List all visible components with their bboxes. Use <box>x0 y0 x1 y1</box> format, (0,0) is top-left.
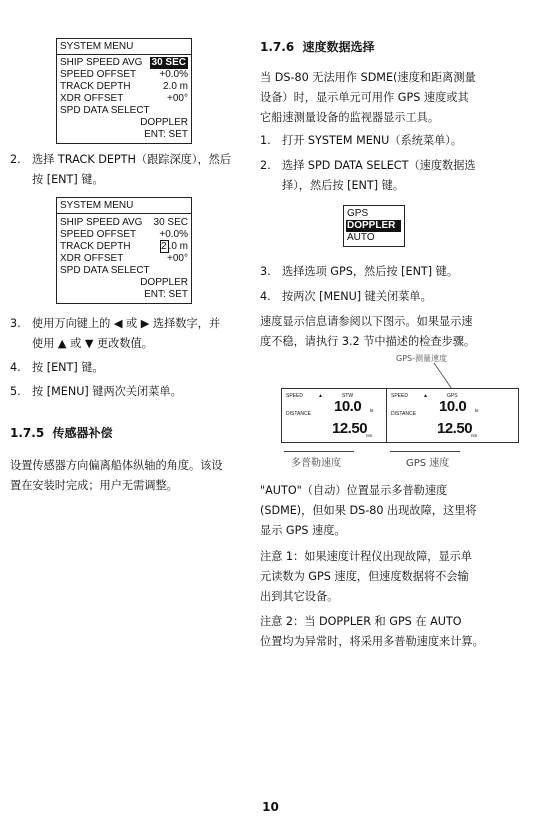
right-step-3: 3. 选择选项 GPS，然后按 [ENT] 键。 <box>260 265 459 278</box>
speed-source-select <box>343 205 405 247</box>
sensor-paragraph: 设置传感器方向偏离船体纵轴的角度。该设 置在安装时完成；用户无需调整。 <box>10 459 223 492</box>
menu-row: SPEED OFFSET +0.0% <box>60 229 188 240</box>
note-1: 注意 1：如果速度计程仪出现故障，显示单 元读数为 GPS 速度，但速度数据将不会输 出到其它设备。 <box>260 550 473 603</box>
menu-row: SPD DATA SELECT <box>60 265 150 276</box>
step-5: 5. 按 [MENU] 键两次关闭菜单。 <box>10 385 182 398</box>
up-triangle-icon: ▲ <box>423 393 428 399</box>
menu-row: TRACK DEPTH 2.0 m <box>60 81 188 92</box>
caption-rule <box>390 451 460 452</box>
menu-row: XDR OFFSET +00° <box>60 253 188 264</box>
menu-row: SPD DATA SELECT <box>60 105 150 116</box>
gps-callout-label: GPS-测量速度 <box>396 354 447 363</box>
doppler-speed-display: SPEED ▲ STW 10.0 kt DISTANCE 12.50 nm <box>281 388 414 443</box>
menu-row: SHIP SPEED AVG 30 SEC <box>60 217 188 228</box>
display-note: 速度显示信息请参阅以下图示。如果显示速 度不稳，请执行 3.2 节中描述的检查步骤。 <box>260 315 476 348</box>
note-2: 注意 2：当 DOPPLER 和 GPS 在 AUTO 位置均为异常时，将采用多普勒速度来计算。 <box>260 615 484 648</box>
step-2: 2. 选择 TRACK DEPTH（跟踪深度），然后 按 [ENT] 键。 <box>10 153 232 186</box>
step-3: 3. 使用万向键上的 ◀ 或 ▶ 选择数字，并 使用 ▲ 或 ▼ 更改数值。 <box>10 317 221 350</box>
page-number: 10 <box>262 800 279 814</box>
option-gps: GPS <box>347 208 369 219</box>
menu-row: TRACK DEPTH 2 .0 m <box>60 241 188 252</box>
up-triangle-icon: ▲ <box>318 393 323 399</box>
gps-caption: GPS 速度 <box>406 458 450 469</box>
section-heading-175: 1.7.5 传感器补偿 <box>10 426 113 440</box>
spd-value: DOPPLER <box>140 117 188 128</box>
right-step-1: 1. 打开 SYSTEM MENU（系统菜单）。 <box>260 134 463 147</box>
spd-value: DOPPLER <box>140 277 188 288</box>
ent-hint: ENT: SET <box>144 129 188 140</box>
menu-title: SYSTEM MENU <box>57 198 191 214</box>
section-heading-176: 1.7.6 速度数据选择 <box>260 40 375 54</box>
doppler-caption: 多普勒速度 <box>291 458 341 469</box>
caption-rule <box>284 451 354 452</box>
gps-speed-display: SPEED ▲ GPS 10.0 kt DISTANCE 12.50 nm <box>386 388 519 443</box>
system-menu-2 <box>56 197 192 304</box>
system-menu-1 <box>56 38 192 144</box>
menu-row: XDR OFFSET +00° <box>60 93 188 104</box>
option-auto: AUTO <box>347 232 375 243</box>
right-step-4: 4. 按两次 [MENU] 键关闭菜单。 <box>260 290 432 303</box>
auto-paragraph: "AUTO"（自动）位置显示多普勒速度 (SDME)，但如果 DS-80 出现故障，这里将 显示 GPS 速度。 <box>260 484 477 537</box>
intro-paragraph: 当 DS-80 无法用作 SDME(速度和距离测量 设备）时，显示单元可用作 GPS 速度或其 它船速测量设备的监视器显示工具。 <box>260 71 476 124</box>
menu-title: SYSTEM MENU <box>57 39 191 55</box>
menu-row: SHIP SPEED AVG 30 SEC <box>60 57 186 68</box>
option-doppler-selected: DOPPLER <box>346 220 401 232</box>
ent-hint: ENT: SET <box>144 289 188 300</box>
menu-row: SPEED OFFSET +0.0% <box>60 69 188 80</box>
digit-cursor: 2 <box>160 241 167 252</box>
highlighted-value: 30 SEC <box>151 57 186 68</box>
right-step-2: 2. 选择 SPD DATA SELECT（速度数据选 择），然后按 [ENT] 键。 <box>260 159 476 192</box>
step-4: 4. 按 [ENT] 键。 <box>10 361 104 374</box>
